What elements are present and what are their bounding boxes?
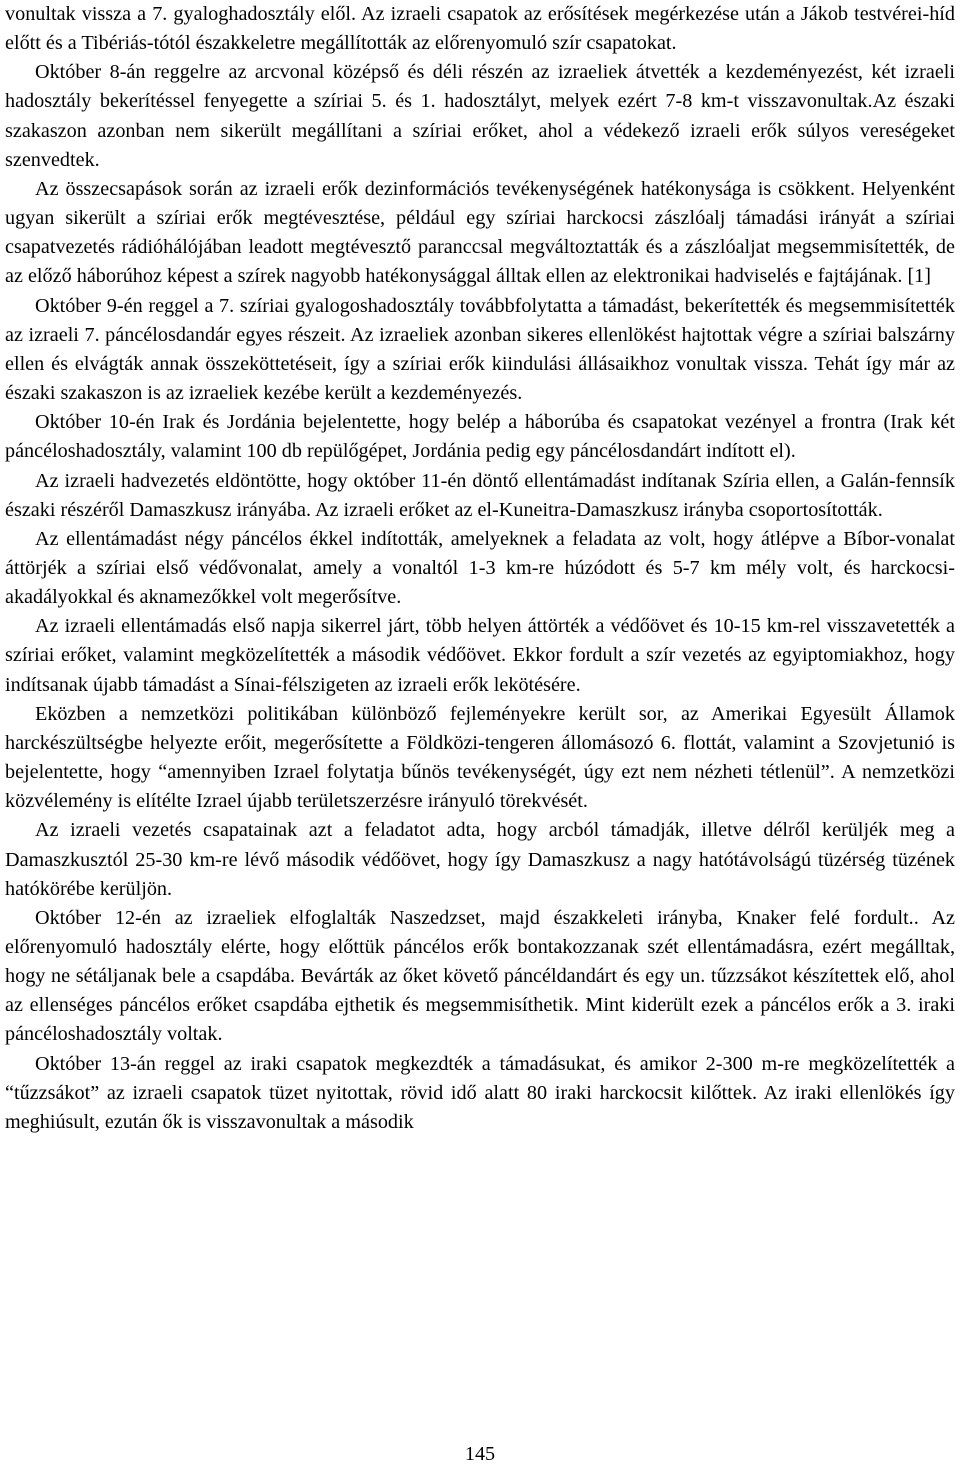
document-body	[5, 0, 955, 1137]
paragraph-10: Az izraeli vezetés csapatainak azt a feladatot adta, hogy arcból támadják, illetve délről kerüljék meg a Damaszkusztól 25-30 km-re lévő második védőövet, hogy így Damaszkusz a nagy hatótávolságú tüzérség tüzének hatókörébe kerüljön.	[5, 819, 955, 900]
paragraph-12: Október 13-án reggel az iraki csapatok megkezdték a támadásukat, és amikor 2-300 m-re megközelítették a “tűzzsákot” az izraeli csapatok tüzet nyitottak, rövid idő alatt 80 iraki harckocsit kilőttek. Az iraki ellenlökés így meghiúsult, ezután ők is visszavonultak a második	[5, 1052, 955, 1133]
paragraph-6: Az izraeli hadvezetés eldöntötte, hogy október 11-én döntő ellentámadást indítanak Szíria ellen, a Galán-fennsík északi részéről Damaszkusz irányába. Az izraeli erőket az el-Kuneitra-Damaszkusz irányba csoportosították.	[5, 469, 955, 521]
paragraph-8: Az izraeli ellentámadás első napja sikerrel járt, több helyen áttörték a védőövet és 10-15 km-rel visszavetették a szíriai erőket, valamint megközelítették a második védőövet. Ekkor fordult a szír vezetés az egyiptomiakhoz, hogy indítsanak újabb támadást a Sínai-félszigeten az izraeli erők lekötésére.	[5, 615, 955, 696]
paragraph-2: Október 8-án reggelre az arcvonal középső és déli részén az izraeliek átvették a kezdeményezést, két izraeli hadosztály bekerítéssel fenyegette a szíriai 5. és 1. hadosztályt, melyek ezért 7-8 km-t visszavonultak.Az északi szakaszon azonban nem sikerült megállítani a szíriai erőket, ahol a védekező izraeli erők súlyos vereségeket szenvedtek.	[5, 61, 955, 171]
paragraph-3: Az összecsapások során az izraeli erők dezinformációs tevékenységének hatékonysága is csökkent. Helyenként ugyan sikerült a szíriai erők megtévesztése, például egy szíriai harckocsi zászlóalj támadási irányát a szíriai csapatvezetés rádióhálójában leadott megtévesztő paranccsal megváltoztatták és a zászlóaljat megsemmisítették, de az előző háborúhoz képest a szírek nagyobb hatékonysággal álltak ellen az elektronikai hadviselés e fajtájának. [1]	[5, 177, 955, 288]
paragraph-7: Az ellentámadást négy páncélos ékkel indították, amelyeknek a feladata az volt, hogy átlépve a Bíbor-vonalat áttörjék a szíriai első védővonalat, amely a vonaltól 1-3 km-re húzódott és 5-7 km mély volt, és harckocsi-akadályokkal és aknamezőkkel volt megerősítve.	[5, 527, 955, 609]
paragraph-5: Október 10-én Irak és Jordánia bejelentette, hogy belép a háborúba és csapatokat vezényel a frontra (Irak két páncéloshadosztály, valamint 100 db repülőgépet, Jordánia pedig egy páncélosdandárt indított el).	[5, 411, 955, 463]
page-number: 145	[464, 1443, 496, 1465]
paragraph-11: Október 12-én az izraeliek elfoglalták Naszedzset, majd északkeleti irányba, Knaker felé fordult.. Az előrenyomuló hadosztály elérte, hogy előttük páncélos erők bontakozzanak szét ellentámadásra, ezért megálltak, hogy ne sétáljanak bele a csapdába. Bevárták az őket követő páncéldandárt és egy un. tűzzsákot készítettek elő, ahol az ellenséges páncélos erőket csapdába ejthetik és megsemmisíthetik. Mint kiderült ezek a páncélos erők a 3. iraki páncéloshadosztály voltak.	[5, 906, 955, 1046]
paragraph-1: vonultak vissza a 7. gyaloghadosztály elől. Az izraeli csapatok az erősítések megérkezése után a Jákob testvérei-híd előtt és a Tibériás-tótól északkeletre megállították az előrenyomuló szír csapatokat.	[5, 3, 955, 55]
paragraph-9: Eközben a nemzetközi politikában különböző fejleményekre került sor, az Amerikai Egyesült Államok harckészültségbe helyezte erőit, megerősítette a Földközi-tengeren állomásozó 6. flottát, valamint a Szovjetunió is bejelentette, hogy “amennyiben Izrael folytatja bűnös tevékenységét, úgy ezt nem nézheti tétlenül”. A nemzetközi közvélemény is elítélte Izrael újabb területszerzésre irányuló törekvését.	[5, 702, 955, 813]
paragraph-4: Október 9-én reggel a 7. szíriai gyalogoshadosztály továbbfolytatta a támadást, bekerítették és megsemmisítették az izraeli 7. páncélosdandár egyes részeit. Az izraeliek azonban sikeres ellenlökést hajtottak végre a szíriai balszárny ellen és elvágták annak összeköttetéseit, így a szíriai erők kiindulási állásaikhoz vonultak vissza. Tehát így már az északi szakaszon is az izraeliek kezébe került a kezdeményezés.	[5, 294, 955, 405]
